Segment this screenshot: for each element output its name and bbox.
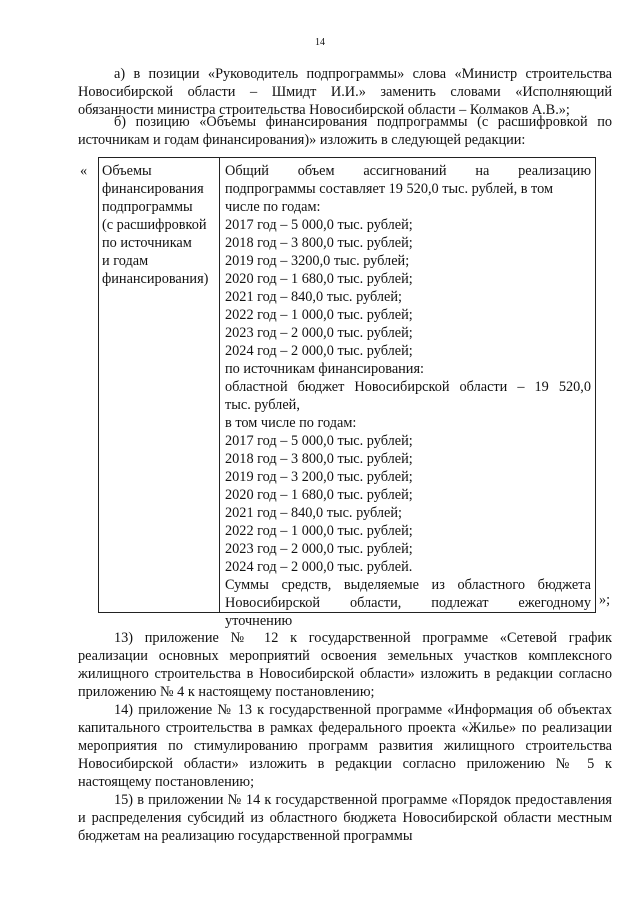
paragraph-14 xyxy=(78,701,612,791)
note-line: Новосибирской области, подлежат ежегодному xyxy=(225,595,591,611)
table-left-cell xyxy=(102,162,218,288)
year-amount-line: 2023 год – 2 000,0 тыс. рублей; xyxy=(225,325,413,341)
left-cell-line: и годам xyxy=(102,253,149,269)
paragraph-b-text: б) позицию «Объемы финансирования подпрограммы (с расшифровкой по источникам и годам финансирования)» изложить в следующей редакции: xyxy=(78,114,612,148)
opening-quote: « xyxy=(80,163,88,179)
total-allocation-line: Общий объем ассигнований на реализацию xyxy=(225,163,591,179)
total-allocation-line: подпрограммы составляет 19 520,0 тыс. рублей, в том xyxy=(225,181,554,197)
regional-budget-line: областной бюджет Новосибирской области – 19 520,0 xyxy=(225,379,591,395)
year-amount-line: 2017 год – 5 000,0 тыс. рублей; xyxy=(225,217,413,233)
year-amount-line: 2018 год – 3 800,0 тыс. рублей; xyxy=(225,235,413,251)
regional-year-line: 2018 год – 3 800,0 тыс. рублей; xyxy=(225,451,413,467)
paragraph-13-text: 13) приложение № 12 к государственной программе «Сетевой график реализации основных мероприятий освоения земельных участков комплексного жилищного строительства в Новосибирской области» изложить в редакции согласно приложению № 4 к настоящему постановлению; xyxy=(78,630,612,700)
left-cell-line: финансирования) xyxy=(102,271,209,287)
regional-year-line: 2023 год – 2 000,0 тыс. рублей; xyxy=(225,541,413,557)
paragraph-14-text: 14) приложение № 13 к государственной программе «Информация об объектах капитального строительства в рамках федерального проекта «Жилье» по реализации мероприятия по стимулированию программ развития жилищного строительства Новосибирской области» изложить в редакции согласно приложению № 5 к настоящему постановлению; xyxy=(78,702,612,790)
left-cell-line: финансирования xyxy=(102,181,204,197)
page-number: 14 xyxy=(315,37,325,48)
by-years-heading: в том числе по годам: xyxy=(225,415,357,431)
sources-heading: по источникам финансирования: xyxy=(225,361,425,377)
paragraph-15-text: 15) в приложении № 14 к государственной программе «Порядок предоставления и распределения субсидий из областного бюджета Новосибирской области местным бюджетам на реализацию государственной программы xyxy=(78,792,612,844)
paragraph-13 xyxy=(78,629,612,701)
regional-year-line: 2020 год – 1 680,0 тыс. рублей; xyxy=(225,487,413,503)
paragraph-15 xyxy=(78,791,612,845)
total-allocation-line: числе по годам: xyxy=(225,199,321,215)
regional-budget-line: тыс. рублей, xyxy=(225,397,300,413)
table-right-cell xyxy=(225,162,591,630)
regional-year-line: 2024 год – 2 000,0 тыс. рублей. xyxy=(225,559,413,575)
left-cell-line: (с расшифровкой xyxy=(102,217,207,233)
left-cell-line: подпрограммы xyxy=(102,199,193,215)
year-amount-line: 2019 год – 3200,0 тыс. рублей; xyxy=(225,253,410,269)
left-cell-line: Объемы xyxy=(102,163,152,179)
left-cell-line: по источникам xyxy=(102,235,192,251)
year-amount-line: 2021 год – 840,0 тыс. рублей; xyxy=(225,289,403,305)
paragraph-b xyxy=(78,113,612,149)
regional-year-line: 2019 год – 3 200,0 тыс. рублей; xyxy=(225,469,413,485)
closing-quote: »; xyxy=(599,592,611,608)
regional-year-line: 2022 год – 1 000,0 тыс. рублей; xyxy=(225,523,413,539)
regional-year-line: 2017 год – 5 000,0 тыс. рублей; xyxy=(225,433,413,449)
note-line: уточнению xyxy=(225,613,293,629)
year-amount-line: 2024 год – 2 000,0 тыс. рублей; xyxy=(225,343,413,359)
year-amount-line: 2020 год – 1 680,0 тыс. рублей; xyxy=(225,271,413,287)
paragraph-a xyxy=(78,65,612,119)
year-amount-line: 2022 год – 1 000,0 тыс. рублей; xyxy=(225,307,413,323)
table-column-divider xyxy=(219,158,220,612)
funding-table xyxy=(98,157,596,629)
note-line: Суммы средств, выделяемые из областного бюджета xyxy=(225,577,591,593)
regional-year-line: 2021 год – 840,0 тыс. рублей; xyxy=(225,505,403,521)
paragraph-a-text: а) в позиции «Руководитель подпрограммы» слова «Министр строительства Новосибирской области – Шмидт И.И.» заменить словами «Исполняющий обязанности министра строительства Новосибирской области – Колмаков А.В.»; xyxy=(78,66,612,118)
